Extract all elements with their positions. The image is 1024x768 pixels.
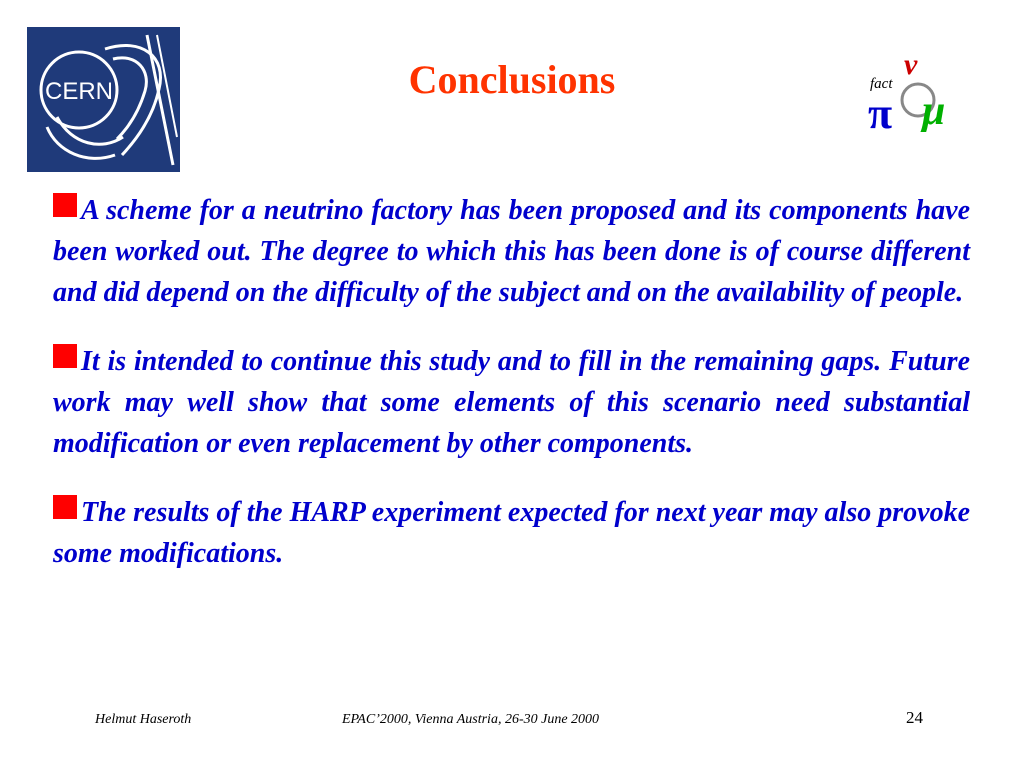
page-number: 24: [906, 708, 923, 727]
nufact-logo: [866, 50, 952, 132]
bullet-item: [53, 190, 970, 313]
square-bullet-icon: [53, 344, 77, 368]
bullet-item: [53, 492, 970, 574]
square-bullet-icon: [53, 495, 77, 519]
bullet-list: [53, 190, 970, 602]
bullet-text: A scheme for a neutrino factory has been proposed and its components have been worked out. The degree to which this has been done is of course different and did depend on the difficulty of the subject and on the availability of people.: [53, 195, 970, 308]
svg-text:ν: ν: [904, 50, 918, 81]
bullet-text: It is intended to continue this study and to fill in the remaining gaps. Future work may well show that some elements of this scenario need substantial modification or even replacement by other components.: [53, 346, 970, 459]
square-bullet-icon: [53, 193, 77, 217]
nufact-logo-text: fact: [870, 76, 893, 92]
svg-text:μ: μ: [922, 88, 946, 132]
slide-title: Conclusions: [408, 57, 616, 102]
footer-author: Helmut Haseroth: [95, 712, 192, 727]
footer-event: EPAC’2000, Vienna Austria, 26-30 June 2000: [342, 712, 600, 727]
svg-text:π: π: [868, 89, 893, 132]
bullet-text: The results of the HARP experiment expected for next year may also provoke some modifications.: [53, 497, 970, 569]
cern-logo-text: CERN: [44, 78, 114, 105]
bullet-item: [53, 341, 970, 464]
